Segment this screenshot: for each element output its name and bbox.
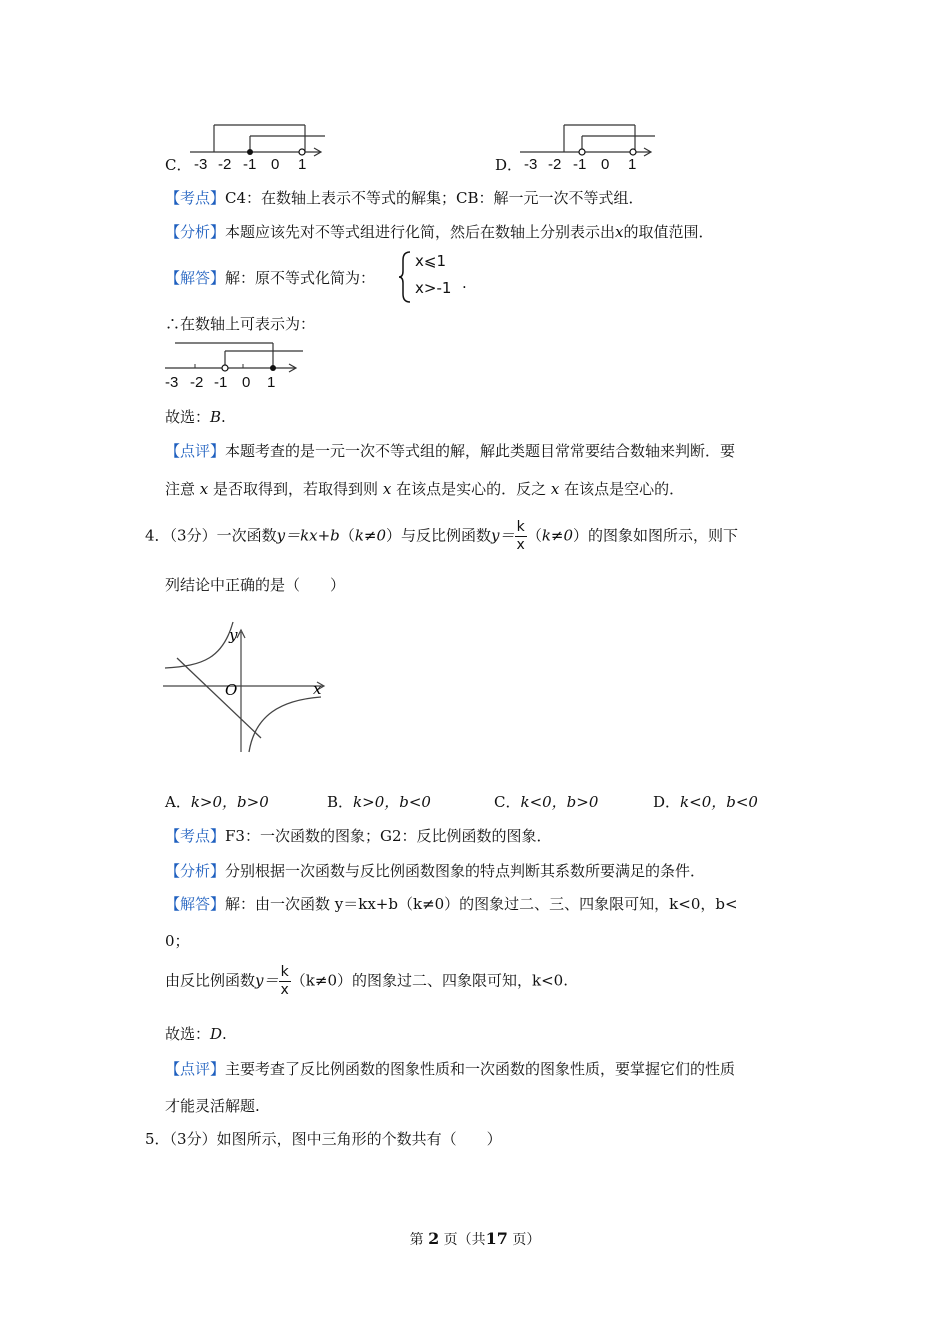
svg-text:-2: -2	[190, 374, 204, 391]
page-number: 2	[428, 1229, 440, 1248]
q4-choose: 故选：D.	[165, 1025, 227, 1043]
solid-dot	[247, 149, 253, 155]
q4-dianping-line2: 才能灵活解题.	[165, 1097, 260, 1115]
hollow-dot	[630, 149, 636, 155]
q4-stem-line2: 列结论中正确的是（ ）	[165, 576, 346, 594]
q4-jieda-line2: 0；	[165, 932, 190, 950]
hyperbola-branch-2	[165, 622, 233, 668]
left-brace-icon	[398, 250, 414, 304]
tick-label: 0	[271, 156, 280, 172]
q4-option-c: C．k<0，b>0	[494, 793, 599, 811]
q3-jieda: 【解答】解：原不等式化简为：	[165, 269, 376, 287]
q3-therefore: ∴在数轴上可表示为：	[165, 315, 316, 333]
number-line-option-d	[520, 122, 660, 176]
hollow-dot	[299, 149, 305, 155]
option-c-label: C．	[165, 156, 192, 174]
tick-label: -3	[524, 156, 538, 172]
tick-label: -3	[194, 156, 208, 172]
svg-text:-3: -3	[165, 374, 179, 391]
q4-jieda-line1: 【解答】解：由一次函数 y＝kx+b（k≠0）的图象过二、三、四象限可知，k<0，b<	[165, 895, 738, 913]
option-d-label: D．	[495, 156, 523, 174]
tick-label: 1	[628, 156, 637, 172]
hollow-dot	[222, 365, 228, 371]
fraction-k-over-x: $\frac{k}{x}$	[280, 964, 289, 998]
hyperbola-branch-4	[249, 697, 321, 752]
q3-dianping-line1: 【点评】本题考查的是一元一次不等式组的解，解此类题目常常要结合数轴来判断．要	[165, 442, 736, 460]
q3-dianping-line2: 注意 x 是否取得到，若取得到则 x 在该点是实心的．反之 x 在该点是空心的．	[165, 480, 685, 498]
svg-text:y: y	[229, 626, 238, 644]
tick-label: -1	[243, 156, 257, 172]
q4-option-d: D．k<0，b<0	[653, 793, 758, 811]
q4-dianping-line1: 【点评】主要考查了反比例函数的图象性质和一次函数的图象性质，要掌握它们的性质	[165, 1060, 736, 1078]
q4-option-b: B．k>0，b<0	[327, 793, 431, 811]
q4-jieda-line3: 由反比例函数y＝ $\frac{k}{x}$ （k≠0）的图象过二、四象限可知，k<0.	[165, 964, 568, 998]
solid-dot	[270, 365, 276, 371]
page-footer: 第 2 页（共17 页）	[409, 1229, 541, 1248]
tick-label: -1	[573, 156, 587, 172]
hollow-dot	[579, 149, 585, 155]
q5-stem: 5．（3分）如图所示，图中三角形的个数共有（ ）	[145, 1130, 502, 1148]
svg-text:O: O	[225, 681, 238, 699]
q4-function-graph	[163, 620, 338, 764]
number-line-answer	[163, 340, 308, 396]
kaodian-tag: 【考点】	[165, 189, 226, 207]
svg-text:0: 0	[242, 374, 251, 391]
linear-function-line	[177, 658, 261, 738]
tick-label: 1	[298, 156, 307, 172]
inequality-system: x⩽1 x>-1 .	[398, 250, 478, 304]
svg-text:1: 1	[267, 374, 276, 391]
fraction-k-over-x: $\frac{k}{x}$	[516, 519, 525, 553]
q3-choose: 故选：B.	[165, 408, 226, 426]
number-line-option-c	[190, 122, 330, 176]
q4-stem-line1: 4．（3分）一次函数y＝kx+b（k≠0）与反比例函数y＝ $\frac{k}{x}$ （k≠0）的图象如图所示，则下	[145, 519, 739, 553]
q4-kaodian: 【考点】F3：一次函数的图象；G2：反比例函数的图象．	[165, 827, 552, 845]
tick-label: 0	[601, 156, 610, 172]
tick-label: -2	[218, 156, 232, 172]
q4-option-a: A．k>0，b>0	[165, 793, 269, 811]
q4-fenxi: 【分析】分别根据一次函数与反比例函数图象的特点判断其系数所要满足的条件．	[165, 862, 706, 880]
q3-kaodian: 【考点】C4：在数轴上表示不等式的解集；CB：解一元一次不等式组．	[165, 189, 644, 207]
svg-text:-1: -1	[214, 374, 228, 391]
svg-text:x: x	[313, 680, 322, 698]
q3-fenxi: 【分析】本题应该先对不等式组进行化简，然后在数轴上分别表示出x的取值范围．	[165, 223, 714, 241]
page-total: 17	[485, 1229, 508, 1248]
tick-label: -2	[548, 156, 562, 172]
